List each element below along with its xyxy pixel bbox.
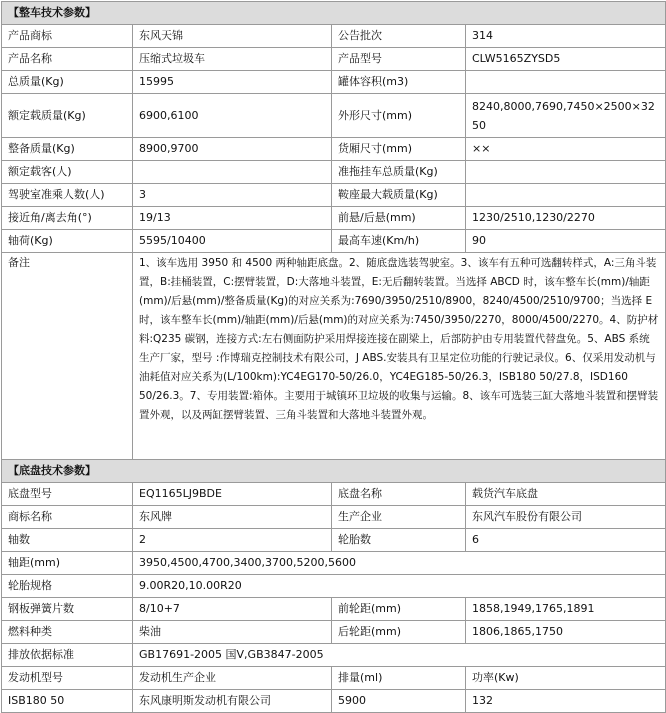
table-row	[2, 644, 666, 667]
value-cell: 柴油	[133, 621, 332, 644]
value-cell: GB17691-2005 国Ⅴ,GB3847-2005	[133, 644, 666, 667]
label-cell: 轴数	[2, 529, 133, 552]
label-cell: 后轮距(mm)	[332, 621, 466, 644]
engine-header-row	[2, 667, 666, 690]
table-row	[2, 506, 666, 529]
label-cell: 钢板弹簧片数	[2, 598, 133, 621]
value-cell	[133, 161, 332, 184]
value-cell: 3950,4500,4700,3400,3700,5200,5600	[133, 552, 666, 575]
value-cell: 8900,9700	[133, 138, 332, 161]
label-cell: 准拖挂车总质量(Kg)	[332, 161, 466, 184]
table-row	[2, 575, 666, 598]
column-header: 发动机型号	[2, 667, 133, 690]
engine-displacement: 5900	[332, 690, 466, 713]
value-cell: CLW5165ZYSD5	[466, 48, 666, 71]
label-cell: 产品名称	[2, 48, 133, 71]
value-cell: 19/13	[133, 207, 332, 230]
label-cell: 商标名称	[2, 506, 133, 529]
label-cell: 产品型号	[332, 48, 466, 71]
value-cell: 15995	[133, 71, 332, 94]
table-row	[2, 71, 666, 94]
label-cell: 接近角/离去角(°)	[2, 207, 133, 230]
value-cell: 8240,8000,7690,7450×2500×3250	[466, 94, 666, 138]
column-header: 发动机生产企业	[133, 667, 332, 690]
value-cell	[466, 184, 666, 207]
value-cell: 8/10+7	[133, 598, 332, 621]
table-row	[2, 483, 666, 506]
label-cell: 额定载质量(Kg)	[2, 94, 133, 138]
table-row	[2, 552, 666, 575]
engine-power: 132	[466, 690, 666, 713]
label-cell: 燃料种类	[2, 621, 133, 644]
notes-row	[2, 253, 666, 460]
table-row	[2, 48, 666, 71]
value-cell: 9.00R20,10.00R20	[133, 575, 666, 598]
table-row	[2, 598, 666, 621]
value-cell: 压缩式垃圾车	[133, 48, 332, 71]
label-cell: 公告批次	[332, 25, 466, 48]
label-cell: 轮胎数	[332, 529, 466, 552]
value-cell: 90	[466, 230, 666, 253]
value-cell: 314	[466, 25, 666, 48]
value-cell: 东风天锦	[133, 25, 332, 48]
label-cell: 轴荷(Kg)	[2, 230, 133, 253]
engine-row	[2, 690, 666, 713]
label-cell: 货厢尺寸(mm)	[332, 138, 466, 161]
table-row	[2, 94, 666, 138]
column-header: 排量(ml)	[332, 667, 466, 690]
label-cell: 鞍座最大载质量(Kg)	[332, 184, 466, 207]
label-cell: 轴距(mm)	[2, 552, 133, 575]
value-cell: 2	[133, 529, 332, 552]
label-cell: 底盘型号	[2, 483, 133, 506]
label-cell: 排放依据标准	[2, 644, 133, 667]
value-cell: ××	[466, 138, 666, 161]
label-cell: 前轮距(mm)	[332, 598, 466, 621]
value-cell	[466, 71, 666, 94]
label-cell: 最高车速(Km/h)	[332, 230, 466, 253]
value-cell: 1806,1865,1750	[466, 621, 666, 644]
table-row	[2, 529, 666, 552]
spec-table	[1, 1, 666, 713]
label-cell: 生产企业	[332, 506, 466, 529]
table-row	[2, 207, 666, 230]
label-cell: 外形尺寸(mm)	[332, 94, 466, 138]
label-cell: 额定载客(人)	[2, 161, 133, 184]
table-row	[2, 161, 666, 184]
label-cell: 前悬/后悬(mm)	[332, 207, 466, 230]
label-cell: 总质量(Kg)	[2, 71, 133, 94]
value-cell: EQ1165LJ9BDE	[133, 483, 332, 506]
label-cell: 驾驶室准乘人数(人)	[2, 184, 133, 207]
value-cell	[466, 161, 666, 184]
table-row	[2, 25, 666, 48]
table-row	[2, 621, 666, 644]
value-cell: 载货汽车底盘	[466, 483, 666, 506]
engine-model: ISB180 50	[2, 690, 133, 713]
label-cell: 轮胎规格	[2, 575, 133, 598]
vehicle-section-header: 【整车技术参数】	[2, 2, 666, 25]
table-row	[2, 230, 666, 253]
value-cell: 5595/10400	[133, 230, 332, 253]
label-cell: 整备质量(Kg)	[2, 138, 133, 161]
notes-text: 1、该车选用 3950 和 4500 两种轴距底盘。2、随底盘选装驾驶室。3、该车有五种可选翻转样式，A:三角斗装置，B:挂桶装置，C:摆臂装置，D:大落地斗装置，E:无后翻转装置。当选择 ABCD 时，该车整车长(mm)/轴距(mm)/后悬(mm)/整备质量(Kg)的对应关系为:7690/3950/2510/8900，8240/4500/2510/9700；当选择 E 时，该车整车长(mm)/轴距(mm)/后悬(mm)的对应关系为:7450/3950/2270，8000/4500/2270。4、防护材料:Q235 碳钢，连接方式:左右侧面防护采用焊接连接在副梁上，后部防护由专用装置代替盘免。5、ABS 系统生产厂家，型号 :作博瑞克控制技术有限公司，J ABS.安装具有卫星定位功能的行驶记录仪。6、仅采用发动机与油耗值对应关系为(L/100km):YC4EG170-50/26.0，YC4EG185-50/26.3，ISB180 50/27.8，ISD160 50/26.3。7、专用装置:箱体。主要用于城镇环卫垃圾的收集与运输。8、该车可选装三缸大落地斗装置和摆臂装置外观，以及两缸摆臂装置、三角斗装置和大落地斗装置外观。	[133, 253, 666, 460]
value-cell: 6	[466, 529, 666, 552]
chassis-section-header: 【底盘技术参数】	[2, 460, 666, 483]
value-cell: 东风牌	[133, 506, 332, 529]
column-header: 功率(Kw)	[466, 667, 666, 690]
value-cell: 1858,1949,1765,1891	[466, 598, 666, 621]
value-cell: 东风汽车股份有限公司	[466, 506, 666, 529]
value-cell: 3	[133, 184, 332, 207]
label-cell: 产品商标	[2, 25, 133, 48]
value-cell: 6900,6100	[133, 94, 332, 138]
value-cell: 1230/2510,1230/2270	[466, 207, 666, 230]
label-cell: 底盘名称	[332, 483, 466, 506]
label-cell: 罐体容积(m3)	[332, 71, 466, 94]
engine-maker: 东风康明斯发动机有限公司	[133, 690, 332, 713]
table-row	[2, 184, 666, 207]
notes-label: 备注	[2, 253, 133, 460]
table-row	[2, 138, 666, 161]
